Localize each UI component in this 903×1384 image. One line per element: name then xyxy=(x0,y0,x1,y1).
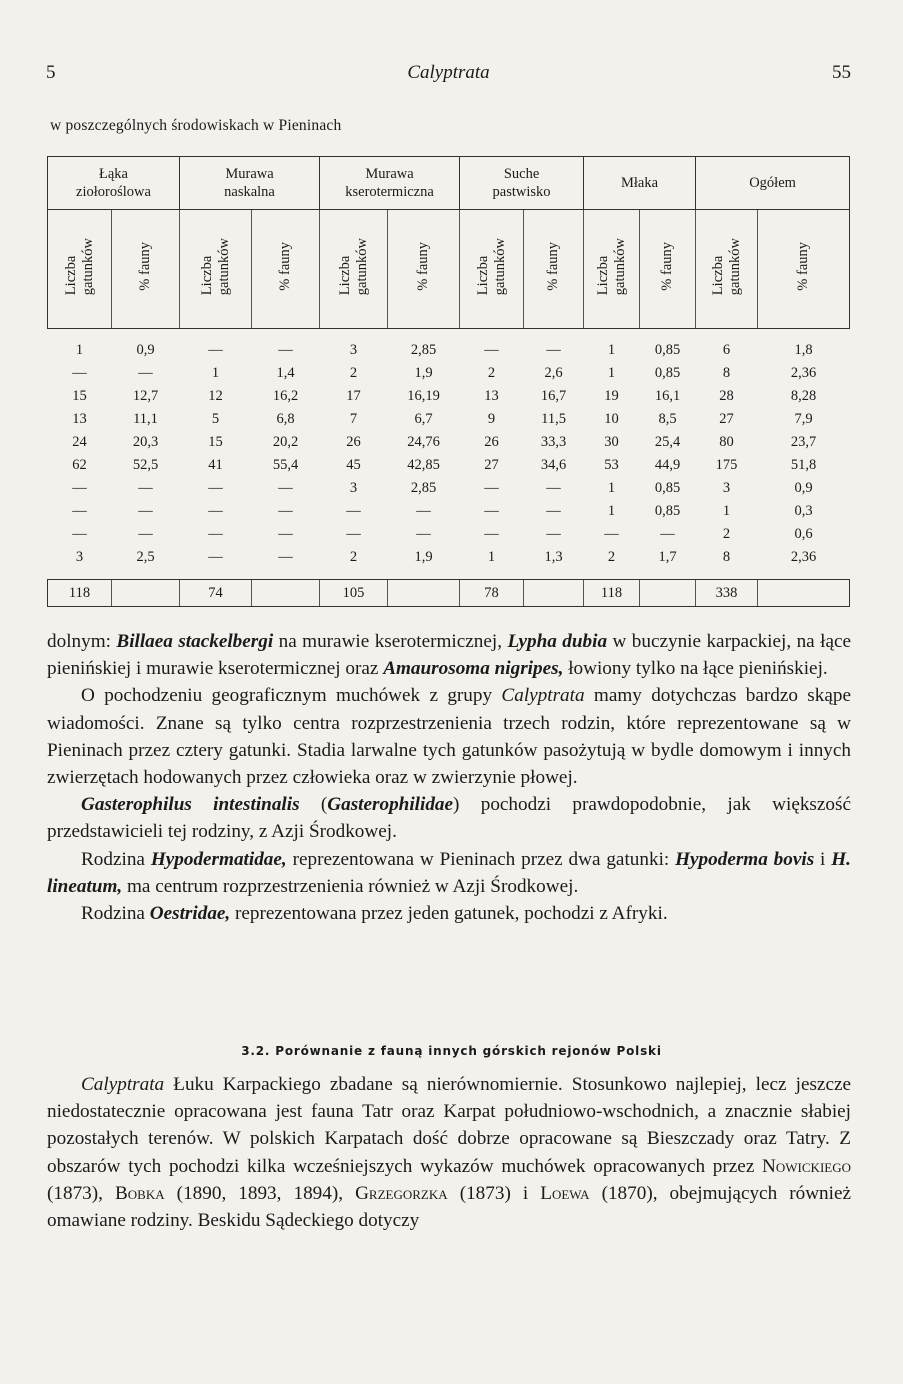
table-cell: 0,85 xyxy=(654,503,681,519)
habitat-header: Młaka xyxy=(584,157,696,210)
table-cell: 16,19 xyxy=(407,388,440,404)
paragraph-4: Rodzina Hypodermatidae, reprezentowana w Pieninach przez dwa gatunki: Hypoderma bovis i H. lineatum, ma centrum rozprzestrzenienia również w Azji Środkowej. xyxy=(47,848,851,897)
table-cell: — xyxy=(208,526,223,542)
table-cell: 8 xyxy=(722,549,731,565)
table-cell: 27 xyxy=(719,411,734,427)
habitat-header: Murawa kserotermiczna xyxy=(320,157,460,210)
table-row xyxy=(48,546,850,569)
table-cell: 0,9 xyxy=(794,480,813,496)
table-cell: 0,3 xyxy=(794,503,813,519)
table-cell: — xyxy=(416,526,431,542)
page-header xyxy=(46,62,851,88)
table-row xyxy=(48,431,850,454)
table-cell: 15 xyxy=(72,388,87,404)
table-cell: — xyxy=(72,480,87,496)
table-cell: 2,85 xyxy=(410,342,437,358)
total-cell xyxy=(252,580,320,607)
table-cell: 13 xyxy=(72,411,87,427)
table-cell: 2,36 xyxy=(790,365,817,381)
species-name: H. lineatum, xyxy=(47,848,851,897)
table-cell: 6 xyxy=(722,342,731,358)
fauna-percent-header: % fauny xyxy=(758,210,850,329)
table-row xyxy=(48,408,850,431)
table-cell: — xyxy=(416,503,431,519)
total-cell: 118 xyxy=(584,580,640,607)
table-cell: 26 xyxy=(484,434,499,450)
table-cell: 24,76 xyxy=(407,434,440,450)
table-cell: 51,8 xyxy=(790,457,817,473)
table-cell: — xyxy=(484,480,499,496)
table-cell: 1,4 xyxy=(276,365,295,381)
table-cell: — xyxy=(346,503,361,519)
table-cell: — xyxy=(660,526,675,542)
table-cell: 1,9 xyxy=(414,365,433,381)
table-cell: 3 xyxy=(349,480,358,496)
fauna-percent-header: % fauny xyxy=(524,210,584,329)
table-row xyxy=(48,385,850,408)
paragraph-6: Calyptrata Łuku Karpackiego zbadane są nierównomiernie. Stosunkowo najlepiej, lecz jeszcze niedostatecznie opracowana jest fauna Tatr oraz Karpat południowo-wschodnich, a znacznie słabiej pozostałych terenów. W polskich Karpatach dość dobrze opracowane są Bieszczady oraz Tatry. Z obszarów tych pochodzi kilka wcześniejszych wykazów muchówek opracowanych przez Nowickiego (1873), Bobka (1890, 1893, 1894), Grzegorzka (1873) i Loewa (1870), obejmujących również omawiane rodziny. Beskidu Sądeckiego dotyczy xyxy=(47,1074,852,1232)
table-cell: 9 xyxy=(487,411,496,427)
table-cell: 2,6 xyxy=(544,365,563,381)
table-cell: 7,9 xyxy=(794,411,813,427)
page-number: 55 xyxy=(832,62,851,83)
section-heading: 3.2. Porównanie z fauną innych górskich rejonów Polski xyxy=(241,1044,662,1058)
table-cell: — xyxy=(546,480,561,496)
table-cell: 27 xyxy=(484,457,499,473)
table-row xyxy=(48,339,850,362)
table-cell: 20,2 xyxy=(272,434,299,450)
habitat-header: Suche pastwisko xyxy=(460,157,584,210)
fauna-percent-header: % fauny xyxy=(388,210,460,329)
table-cell: 3 xyxy=(722,480,731,496)
family-name: Gasterophilidae xyxy=(327,794,454,816)
table-cell: 1 xyxy=(607,342,616,358)
table-cell: — xyxy=(546,526,561,542)
table-row xyxy=(48,362,850,385)
total-cell: 118 xyxy=(48,580,112,607)
table-cell: 175 xyxy=(715,457,738,473)
table-cell: — xyxy=(484,503,499,519)
table-cell: — xyxy=(208,342,223,358)
taxon-name: Calyptrata xyxy=(81,1074,165,1095)
table-row xyxy=(48,454,850,477)
table-cell: 1 xyxy=(211,365,220,381)
table-cell: 2 xyxy=(349,365,358,381)
table-cell: 0,85 xyxy=(654,342,681,358)
table-cell: — xyxy=(484,526,499,542)
table-cell: 6,7 xyxy=(414,411,433,427)
table-cell: 1 xyxy=(607,365,616,381)
table-cell: 8,5 xyxy=(658,411,677,427)
family-name: Oestridae, xyxy=(149,903,231,925)
table-cell: 1 xyxy=(607,503,616,519)
author-name: Loewa xyxy=(540,1182,590,1204)
species-count-header: Liczba gatunków xyxy=(48,210,112,329)
paragraph-2: O pochodzeniu geograficznym muchówek z grupy Calyptrata mamy dotychczas bardzo skąpe wiadomości. Znane są tylko centra rozprzestrzenienia trzech rodzin, które reprezentowane są w Pieninach przez cztery gatunki. Stadia larwalne tych gatunków pasożytują w bydle domowym i innych zwierzętach hodowanych przez człowieka oraz w zwierzynie płowej. xyxy=(47,685,851,789)
fauna-percent-header: % fauny xyxy=(640,210,696,329)
table-cell: 1 xyxy=(487,549,496,565)
table-cell: — xyxy=(278,526,293,542)
species-count-header: Liczba gatunków xyxy=(460,210,524,329)
table-cell: 45 xyxy=(346,457,361,473)
table-cell: 3 xyxy=(349,342,358,358)
table-cell: — xyxy=(546,342,561,358)
table-cell: 33,3 xyxy=(540,434,567,450)
total-cell: 105 xyxy=(320,580,388,607)
table-cell: 30 xyxy=(604,434,619,450)
table-cell: 20,3 xyxy=(132,434,159,450)
table-cell: 10 xyxy=(604,411,619,427)
table-cell: 16,2 xyxy=(272,388,299,404)
table-cell: — xyxy=(346,526,361,542)
table-cell: 6,8 xyxy=(276,411,295,427)
table-cell: 1 xyxy=(607,480,616,496)
species-table xyxy=(47,156,850,607)
table-cell: 1,9 xyxy=(414,549,433,565)
table-cell: — xyxy=(546,503,561,519)
table-cell: 42,85 xyxy=(407,457,440,473)
table-cell: 1,3 xyxy=(544,549,563,565)
table-cell: 24 xyxy=(72,434,87,450)
species-count-header: Liczba gatunków xyxy=(696,210,758,329)
table-row xyxy=(48,477,850,500)
table-cell: 0,85 xyxy=(654,365,681,381)
table-cell: 28 xyxy=(719,388,734,404)
species-count-header: Liczba gatunków xyxy=(180,210,252,329)
table-cell: — xyxy=(484,342,499,358)
table-cell: 26 xyxy=(346,434,361,450)
species-name: Amaurosoma nigripes, xyxy=(383,658,564,680)
table-cell: 34,6 xyxy=(540,457,567,473)
table-cell: 11,1 xyxy=(133,411,158,427)
total-cell xyxy=(524,580,584,607)
table-cell: — xyxy=(208,480,223,496)
table-cell: — xyxy=(138,365,153,381)
table-cell: — xyxy=(72,365,87,381)
table-cell: 2 xyxy=(349,549,358,565)
table-cell: 55,4 xyxy=(272,457,299,473)
table-cell: 62 xyxy=(72,457,87,473)
table-cell: — xyxy=(278,549,293,565)
table-cell: 80 xyxy=(719,434,734,450)
fauna-percent-header: % fauny xyxy=(112,210,180,329)
species-count-header: Liczba gatunków xyxy=(320,210,388,329)
habitat-header: Ogółem xyxy=(696,157,850,210)
table-cell: 15 xyxy=(208,434,223,450)
total-cell xyxy=(112,580,180,607)
table-row xyxy=(48,500,850,523)
table-cell: 25,4 xyxy=(654,434,681,450)
paragraph-5: Rodzina Oestridae, reprezentowana przez jeden gatunek, pochodzi z Afryki. xyxy=(81,903,668,925)
table-cell: — xyxy=(72,503,87,519)
table-cell: 12 xyxy=(208,388,223,404)
table-cell: — xyxy=(72,526,87,542)
table-cell: 0,85 xyxy=(654,480,681,496)
table-cell: 3 xyxy=(75,549,84,565)
author-name: Nowickiego xyxy=(762,1155,851,1177)
species-name: Hypoderma bovis xyxy=(675,848,815,870)
table-cell: 19 xyxy=(604,388,619,404)
author-name: Bobka xyxy=(115,1182,165,1204)
total-cell xyxy=(758,580,850,607)
taxon-name: Calyptrata xyxy=(501,685,585,707)
table-cell: 44,9 xyxy=(654,457,681,473)
table-cell: — xyxy=(138,503,153,519)
table-cell: 2,5 xyxy=(136,549,155,565)
table-cell: 1,8 xyxy=(794,342,813,358)
total-cell: 78 xyxy=(460,580,524,607)
table-row xyxy=(48,523,850,546)
table-cell: 8,28 xyxy=(790,388,817,404)
table-cell: 8 xyxy=(722,365,731,381)
table-cell: — xyxy=(278,480,293,496)
table-cell: 1 xyxy=(75,342,84,358)
species-name: Gasterophilus intestinalis xyxy=(81,794,300,816)
total-cell: 338 xyxy=(696,580,758,607)
table-cell: 0,9 xyxy=(136,342,155,358)
author-name: Grzegorzka xyxy=(355,1182,448,1204)
table-cell: 1 xyxy=(722,503,731,519)
table-cell: — xyxy=(604,526,619,542)
table-cell: 2 xyxy=(487,365,496,381)
table-cell: 23,7 xyxy=(790,434,817,450)
table-cell: 11,5 xyxy=(541,411,566,427)
table-cell: 16,1 xyxy=(654,388,681,404)
paragraph-1: dolnym: Billaea stackelbergi na murawie kserotermicznej, Lypha dubia w buczynie karpackiej, na łące pienińskiej i murawie kserotermicznej oraz Amaurosoma nigripes, łowiony tylko na łące pienińskiej. xyxy=(47,631,852,680)
chapter-number: 5 xyxy=(46,62,56,83)
table-cell: 5 xyxy=(211,411,220,427)
subheader-row xyxy=(48,210,850,329)
table-cell: — xyxy=(208,503,223,519)
table-cell: 1,7 xyxy=(658,549,677,565)
table-cell: 16,7 xyxy=(540,388,567,404)
species-name: Billaea stackelbergi xyxy=(116,631,274,652)
paragraph-3: Gasterophilus intestinalis (Gasterophilidae) pochodzi prawdopodobnie, jak większość przedstawicieli tej rodziny, z Azji Środkowej. xyxy=(47,794,851,843)
table-cell: 2,36 xyxy=(790,549,817,565)
table-cell: 12,7 xyxy=(132,388,159,404)
fauna-percent-header: % fauny xyxy=(252,210,320,329)
habitat-header-row xyxy=(48,157,850,210)
habitat-header: Murawa naskalna xyxy=(180,157,320,210)
table-cell: 52,5 xyxy=(132,457,159,473)
total-cell: 74 xyxy=(180,580,252,607)
table-cell: 2 xyxy=(722,526,731,542)
totals-row xyxy=(48,580,850,607)
species-name: Lypha dubia xyxy=(507,631,608,652)
table-cell: 13 xyxy=(484,388,499,404)
species-count-header: Liczba gatunków xyxy=(584,210,640,329)
table-cell: 53 xyxy=(604,457,619,473)
text-block xyxy=(47,628,851,927)
table-cell: — xyxy=(138,526,153,542)
family-name: Hypodermatidae, xyxy=(150,848,287,870)
table-cell: 2,85 xyxy=(410,480,437,496)
table-cell: — xyxy=(278,342,293,358)
table-cell: — xyxy=(278,503,293,519)
table-cell: — xyxy=(208,549,223,565)
table-cell: 0,6 xyxy=(794,526,813,542)
table-cell: — xyxy=(138,480,153,496)
table-caption: w poszczególnych środowiskach w Pieninach xyxy=(50,117,342,134)
table-cell: 41 xyxy=(208,457,223,473)
text-block-2 xyxy=(47,1071,851,1234)
running-title: Calyptrata xyxy=(407,62,490,83)
habitat-header: Łąka ziołoroślowa xyxy=(48,157,180,210)
table-cell: 7 xyxy=(349,411,358,427)
total-cell xyxy=(388,580,460,607)
table-cell: 17 xyxy=(346,388,361,404)
total-cell xyxy=(640,580,696,607)
table-cell: 2 xyxy=(607,549,616,565)
